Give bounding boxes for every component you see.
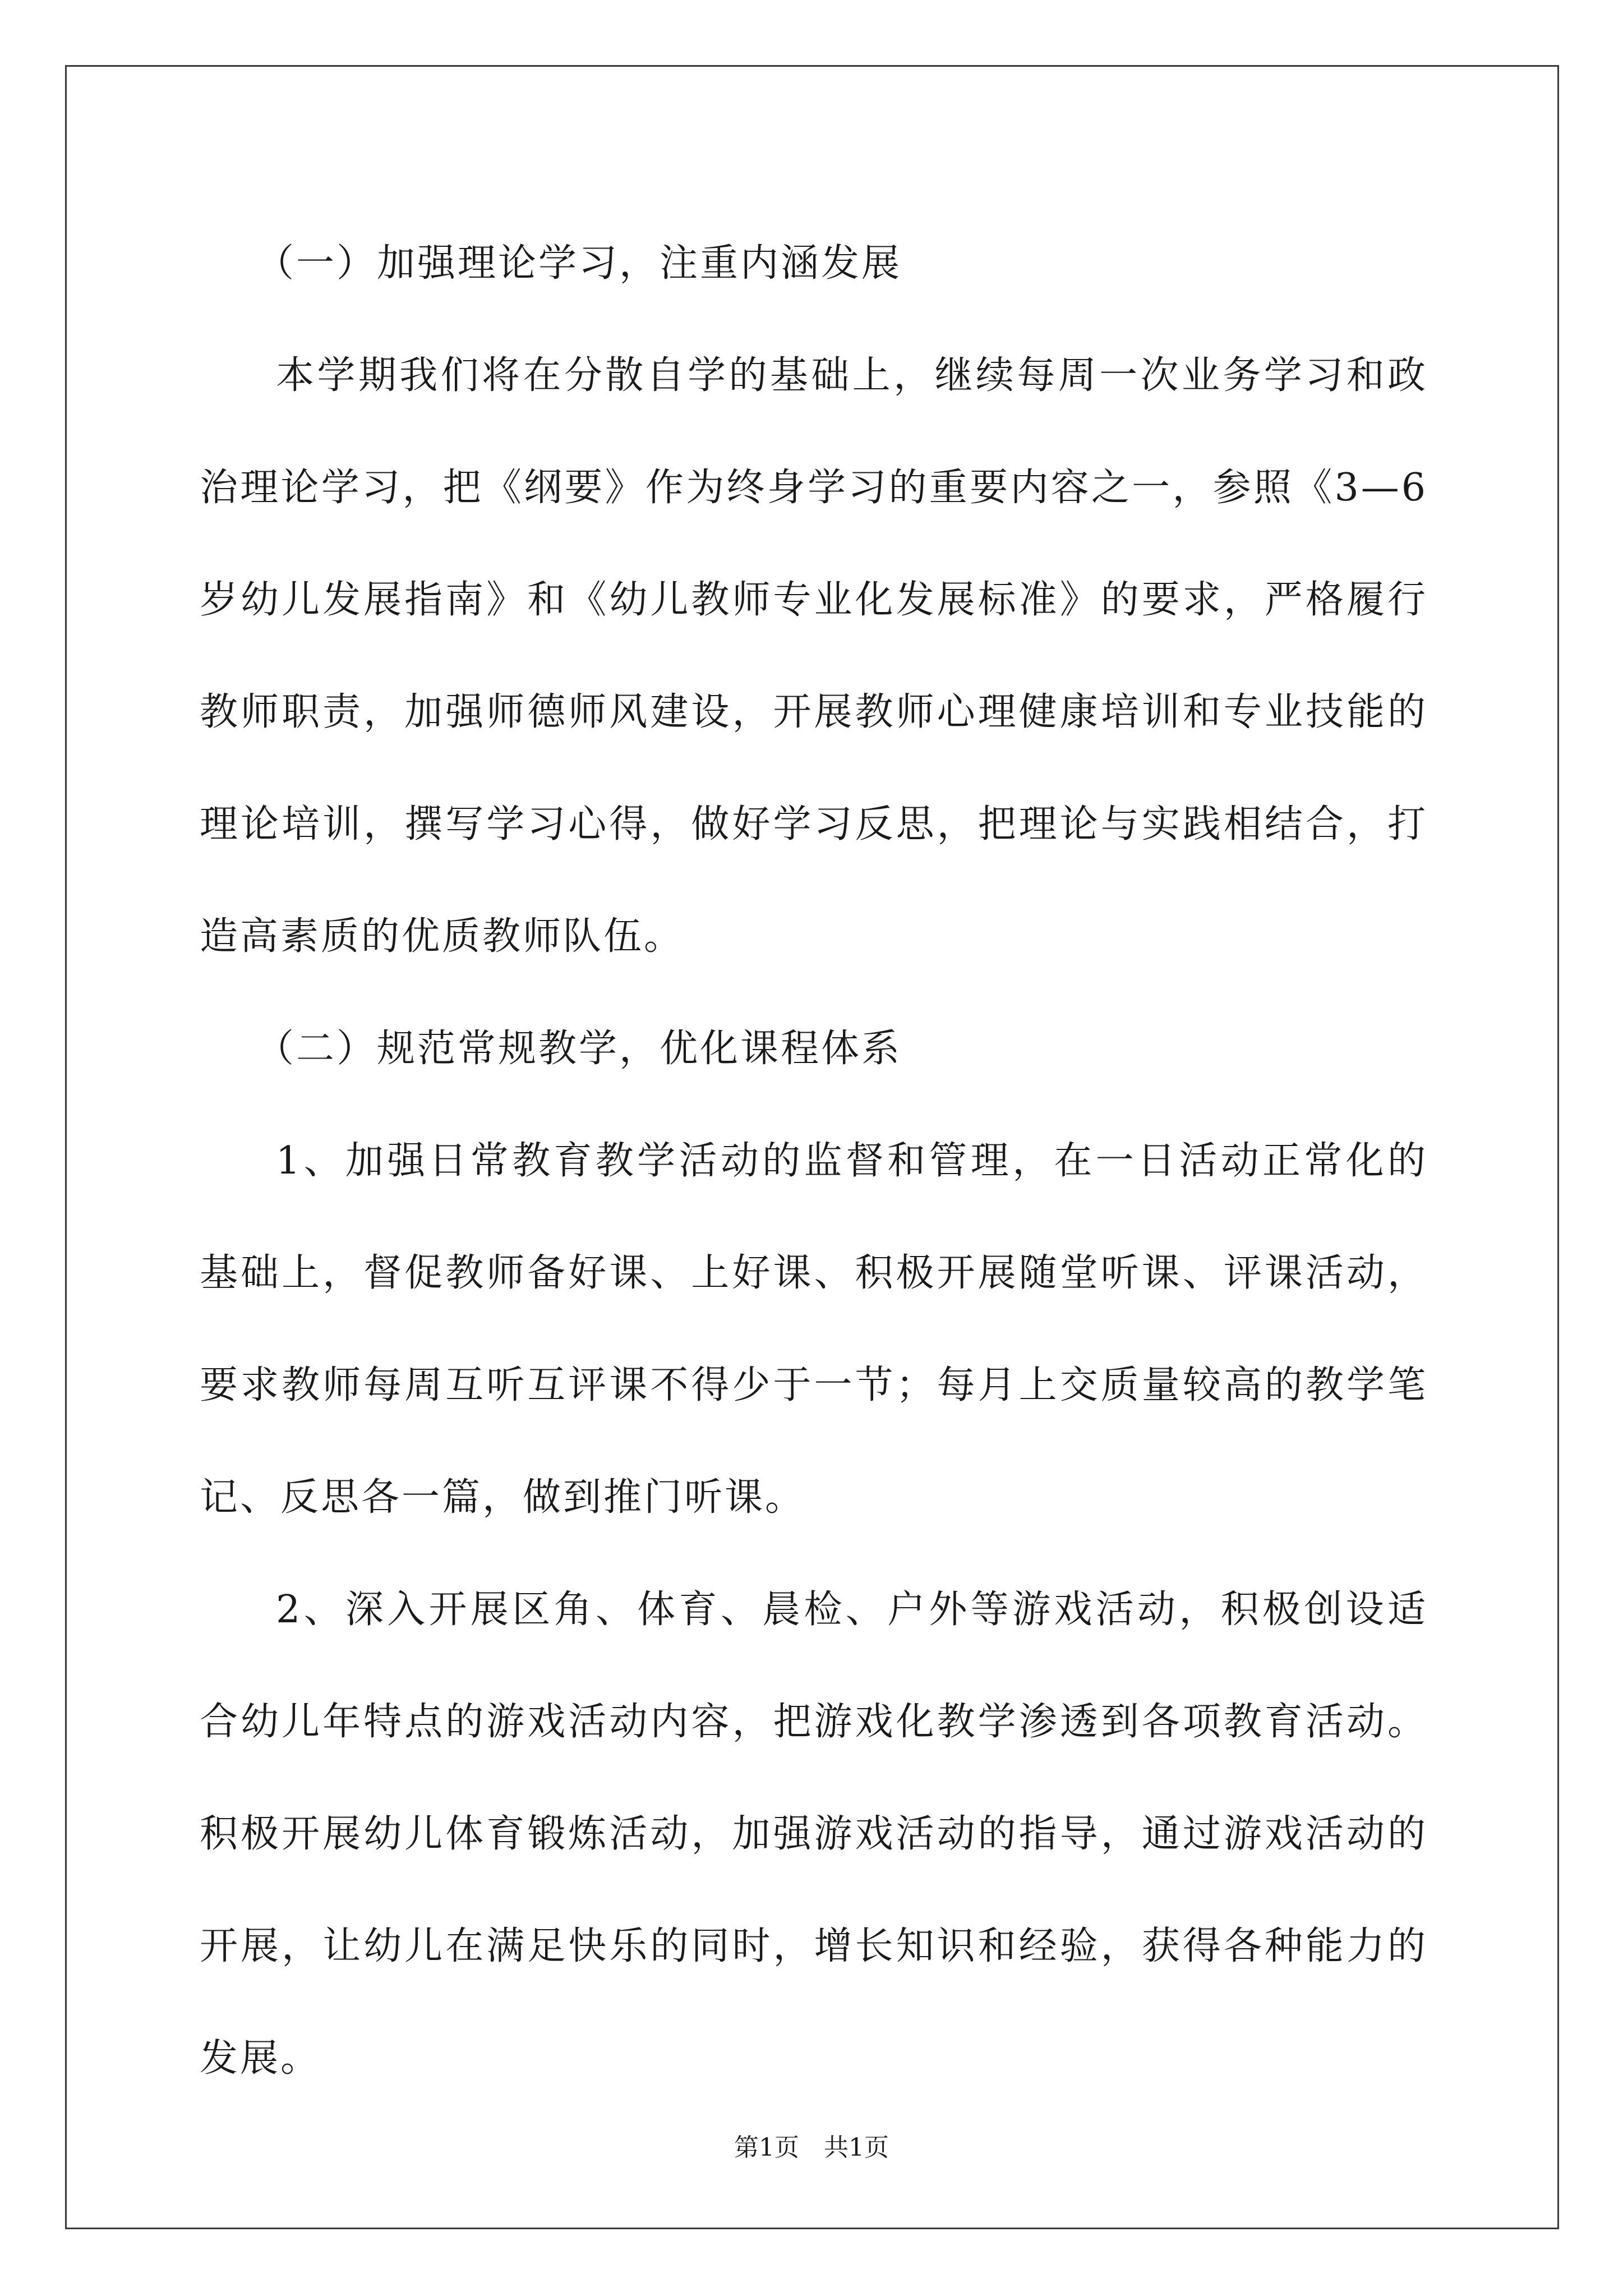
document-body [200,208,1428,2115]
paragraph-2: 1、加强日常教育教学活动的监督和管理，在一日活动正常化的基础上，督促教师备好课、上好课、积极开展随堂听课、评课活动，要求教师每周互听互评课不得少于一节；每月上交质量较高的教学笔记、反思各一篇，做到推门听课。 [200,1139,1428,1520]
section-heading-1: （一）加强理论学习，注重内涵发展 [256,241,902,286]
paragraph-1: 本学期我们将在分散自学的基础上，继续每周一次业务学习和政治理论学习，把《纲要》作为终身学习的重要内容之一，参照《3—6岁幼儿发展指南》和《幼儿教师专业化发展标准》的要求，严格履行教师职责，加强师德师风建设，开展教师心理健康培训和专业技能的理论培训，撰写学习心得，做好学习反思，把理论与实践相结合，打造高素质的优质教师队伍。 [200,353,1428,959]
section-heading-2: （二）规范常规教学，优化课程体系 [256,1027,902,1071]
paragraph-3: 2、深入开展区角、体育、晨检、户外等游戏活动，积极创设适合幼儿年特点的游戏活动内容，把游戏化教学渗透到各项教育活动。积极开展幼儿体育锻炼活动，加强游戏活动的指导，通过游戏活动的开展，让幼儿在满足快乐的同时，增长知识和经验，获得各种能力的发展。 [200,1588,1428,2081]
page-footer: 第1页 共1页 [734,2133,889,2162]
